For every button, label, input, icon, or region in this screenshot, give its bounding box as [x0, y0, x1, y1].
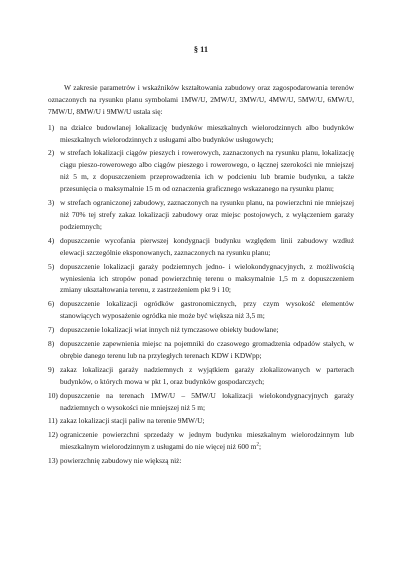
item-number: 9) — [48, 364, 55, 374]
list-item — [48, 455, 354, 467]
list-item — [48, 197, 354, 233]
item-text: w strefach ograniczonej zabudowy, zaznaczonych na rysunku planu, na powierzchni nie mniejszej niż 70% tej strefy zakaz lokalizacji zabudowy oraz miejsc postojowych, z wyłączeniem garaży podziemnych; — [60, 198, 354, 231]
item-number: 13) — [48, 456, 58, 466]
list-item — [48, 298, 354, 322]
item-text: zakaz lokalizacji garaży nadziemnych z wyjątkiem garaży zlokalizowanych w parterach budynków, o których mowa w pkt 1, oraz budynków gospodarczych; — [60, 364, 354, 386]
list-item — [48, 338, 354, 362]
item-text: dopuszczenie lokalizacji ogródków gastronomicznych, przy czym wysokość elementów stanowiących wyposażenie ogródka nie może być większa niż 3,5 m; — [60, 299, 354, 321]
item-number: 7) — [48, 325, 55, 335]
list-item — [48, 147, 354, 195]
intro-paragraph: W zakresie parametrów i wskaźników kształtowania zabudowy oraz zagospodarowania terenów oznaczonych na rysunku planu symbolami 1MW/U, 2MW/U, 3MW/U, 4MW/U, 5MW/U, 6MW/U, 7MW/U, 8MW/U i 9MW/U ustala się: — [48, 82, 354, 116]
list-item — [48, 324, 354, 336]
section-heading: § 11 — [193, 45, 209, 54]
item-text: dopuszczenie wycofania pierwszej kondygnacji budynku względem linii zabudowy wzdłuż elewacji szczególnie eksponowanych, zaznaczonych na rysunku planu; — [60, 235, 354, 257]
item-number: 6) — [48, 299, 55, 309]
list-item — [48, 390, 354, 414]
item-text: dopuszczenie zapewnienia miejsc na pojemniki do czasowego gromadzenia odpadów stałych, w obrębie danego terenu lub na przyległych terenach KDW i KDWpp; — [60, 339, 354, 360]
item-text: w strefach lokalizacji ciągów pieszych i rowerowych, zaznaczonych na rysunku planu, lokalizację ciągu pieszo-rowerowego albo ciągów pieszego i rowerowego, o łącznej szerokości nie mniejszej niż 5 m, z dopuszczeniem przeprowadzenia ich w podcieniu lub bramie budynku, a także przesunięcia o maksymalnie 15 m od oznaczenia graficznego wskazanego na rysunku planu; — [60, 148, 354, 194]
item-text: powierzchnię zabudowy nie większą niż: — [60, 456, 182, 466]
item-number: 3) — [48, 198, 55, 208]
list-item — [48, 364, 354, 388]
item-text: zakaz lokalizacji stacji paliw na terenie 9MW/U; — [60, 416, 205, 426]
item-text: dopuszczenie na terenach 1MW/U – 5MW/U lokalizacji wielokondygnacyjnych garaży nadziemnych o wysokości nie mniejszej niż 5 m; — [60, 390, 354, 412]
list-item — [48, 122, 354, 146]
item-number: 10) — [48, 390, 58, 400]
item-number: 5) — [48, 261, 55, 271]
item-text: dopuszczenie lokalizacji wiat innych niż tymczasowe obiekty budowlane; — [60, 325, 279, 335]
list-item — [48, 235, 354, 259]
superscript-exponent: 2 — [256, 442, 259, 448]
item-text-tail: ; — [258, 442, 261, 452]
list-item — [48, 415, 354, 427]
list-item — [48, 429, 354, 453]
item-number: 11) — [48, 416, 58, 426]
list-item — [48, 261, 354, 297]
provisions-list — [48, 122, 354, 467]
item-number: 12) — [48, 430, 58, 440]
item-text: na działce budowlanej lokalizację budynków mieszkalnych wielorodzinnych albo budynków mieszkalnych wielorodzinnych z usługami albo budynków usługowych; — [60, 122, 354, 144]
item-text: ograniczenie powierzchni sprzedaży w jednym budynku mieszkalnym wielorodzinnym lub mieszkalnym wielorodzinnym z usługami do nie więcej niż 600 m — [60, 430, 354, 452]
item-number: 8) — [48, 339, 55, 349]
item-text: dopuszczenie lokalizacji garaży podziemnych jedno- i wielokondygnacyjnych, z możliwością wyniesienia ich stropów ponad powierzchnię terenu o maksymalnie 1,5 m z dopuszczeniem zmiany ukształtowania terenu, z zastrzeżeniem pkt 9 i 10; — [60, 261, 354, 295]
item-number: 4) — [48, 235, 55, 245]
item-number: 1) — [48, 122, 55, 132]
item-number: 2) — [48, 148, 55, 158]
